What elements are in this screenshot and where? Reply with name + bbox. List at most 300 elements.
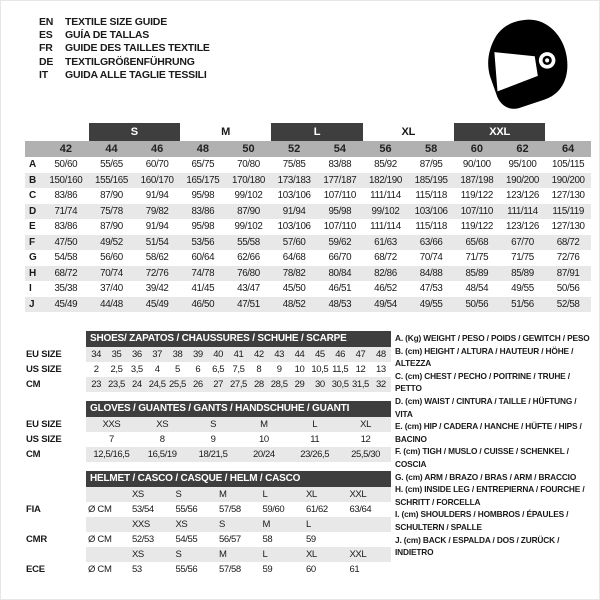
- measure-cell: 185/195: [414, 174, 448, 186]
- gloves-value-cell: 25,5/30: [351, 449, 381, 460]
- gloves-value-cell: XXS: [102, 419, 121, 430]
- row-letter: J: [29, 298, 35, 310]
- helmet-value-cell: M: [219, 549, 227, 560]
- shoes-row-labels: [26, 331, 86, 392]
- shoes-table: [26, 331, 391, 392]
- row-letter: F: [29, 236, 36, 248]
- diameter-label: Ø CM: [88, 534, 112, 545]
- measure-cell: 65/68: [465, 236, 489, 248]
- measure-row: [25, 188, 591, 204]
- row-letter: H: [29, 267, 37, 279]
- measure-cell: 68/72: [54, 267, 78, 279]
- shoes-value-cell: 25,5: [169, 379, 186, 390]
- measure-cell: 50/56: [465, 298, 489, 310]
- shoes-value-cell: 30: [314, 379, 325, 390]
- helmet-value-cell: 61: [349, 564, 360, 575]
- measure-cell: 99/102: [371, 205, 400, 217]
- measure-cell: 46/51: [328, 283, 352, 294]
- shoes-value-cell: 7,5: [232, 364, 245, 375]
- gloves-table-row: [86, 432, 391, 447]
- measure-cell: 76/80: [237, 267, 260, 279]
- shoes-table-title: SHOES/ ZAPATOS / CHAUSSURES / SCHUHE / SCARPE: [86, 331, 391, 347]
- measure-cell: 49/55: [419, 298, 443, 310]
- size-group-xxl: XXL: [454, 123, 545, 141]
- measure-cell: 50/56: [556, 283, 580, 294]
- measure-cell: 55/65: [100, 159, 123, 170]
- shoes-value-cell: 35: [111, 349, 122, 360]
- measure-cell: 55/58: [237, 236, 260, 248]
- shoes-value-cell: 28,5: [270, 379, 288, 390]
- measure-cell: 45/50: [282, 283, 306, 294]
- helmet-value-cell: M: [219, 489, 227, 500]
- shoes-value-cell: 30,5: [331, 379, 349, 390]
- gloves-table: [26, 401, 391, 462]
- helmet-value-cell: XL: [306, 549, 317, 560]
- measure-cell: 75/78: [100, 205, 123, 217]
- size-header: 52: [288, 143, 301, 155]
- measure-row: [25, 266, 591, 282]
- gloves-table-row: [86, 447, 391, 462]
- measure-cell: 49/52: [100, 236, 123, 248]
- size-header: 50: [242, 143, 255, 155]
- measure-cell: 57/60: [282, 236, 306, 248]
- helmet-value-cell: S: [175, 549, 182, 560]
- legend-entry: A. (Kg) WEIGHT / PESO / POIDS / GEWITCH / PESO: [395, 333, 590, 343]
- measure-cell: 71/75: [465, 252, 489, 263]
- helmet-value-cell: [348, 532, 392, 547]
- measure-cell: 190/200: [506, 174, 539, 186]
- measure-cell: 115/118: [415, 221, 447, 232]
- helmet-value-cell: XXL: [349, 549, 367, 560]
- helmet-value-cell: 55/56: [175, 564, 198, 575]
- helmet-value-cell: 53/54: [132, 504, 154, 515]
- measure-cell: 50/60: [54, 159, 78, 170]
- measure-cell: 83/86: [54, 221, 78, 232]
- diameter-label: [86, 547, 130, 562]
- measure-cell: 71/75: [511, 252, 534, 263]
- shoes-value-cell: 46: [335, 349, 346, 360]
- shoes-value-cell: 6: [195, 364, 201, 375]
- helmet-value-cell: L: [306, 519, 311, 530]
- measure-cell: 99/102: [234, 221, 263, 232]
- measure-cell: 70/80: [237, 159, 260, 170]
- helmet-value-cell: 58: [262, 534, 273, 545]
- size-header: 48: [196, 143, 209, 155]
- measure-cell: 155/165: [95, 174, 128, 186]
- gloves-table-title: GLOVES / GUANTES / GANTS / HANDSCHUHE / GUANTI: [86, 401, 391, 417]
- measure-cell: 51/56: [511, 298, 534, 310]
- helmet-value-cell: XS: [132, 489, 144, 500]
- language-list: [39, 15, 210, 82]
- legend-entry: G. (cm) ARM / BRAZO / BRAS / ARM / BRACCIO: [395, 471, 577, 482]
- measure-cell: 127/130: [551, 190, 585, 201]
- diameter-label: Ø CM: [88, 564, 112, 575]
- shoes-value-cell: 10: [294, 364, 305, 375]
- legend-entry: B. (cm) HEIGHT / ALTURA / HAUTEUR / HÖHE / ALTEZZA: [395, 345, 574, 369]
- shoes-value-cell: 28: [253, 379, 264, 390]
- measure-row: [25, 204, 591, 220]
- measure-cell: 83/88: [328, 159, 352, 170]
- measure-cell: 56/60: [100, 252, 123, 263]
- measure-cell: 68/72: [556, 236, 580, 248]
- measure-cell: 111/114: [370, 190, 401, 201]
- measure-cell: 123/126: [506, 190, 539, 201]
- measure-cell: 72/76: [145, 267, 169, 279]
- helmet-table: [26, 471, 391, 577]
- helmet-value-cell: 57/58: [219, 564, 241, 575]
- helmet-table-row: [86, 517, 391, 532]
- legend-entry: H. (cm) INSIDE LEG / ENTREPIERNA / FOURCHE / SCHRITT / FORCELLA: [395, 484, 585, 507]
- measure-cell: 44/48: [100, 298, 123, 310]
- measure-cell: 87/95: [419, 159, 443, 170]
- language-code: EN: [39, 15, 54, 28]
- size-group-xl: XL: [401, 126, 416, 138]
- gloves-value-cell: 11: [310, 434, 320, 445]
- measure-cell: 85/89: [465, 267, 489, 279]
- shoes-value-cell: 26: [192, 379, 203, 390]
- shoes-value-cell: 13: [375, 364, 386, 375]
- measure-cell: 95/100: [508, 159, 537, 170]
- language-code: DE: [39, 55, 54, 68]
- size-header: 42: [59, 143, 72, 155]
- helmet-row-label: [26, 487, 86, 502]
- shoes-value-cell: 34: [91, 349, 102, 360]
- gloves-table-body: [86, 401, 391, 462]
- measure-cell: 68/72: [374, 252, 397, 263]
- shoes-value-cell: 8: [256, 364, 262, 375]
- measurement-legend: [395, 332, 592, 559]
- gloves-value-cell: 23/26,5: [300, 449, 330, 460]
- shoes-value-cell: 39: [192, 349, 203, 360]
- legend-entry: E. (cm) HIP / CADERA / HANCHE / HÜFTE / HIPS / BACINO: [395, 421, 582, 444]
- shoes-value-cell: 3,5: [130, 364, 143, 375]
- language-row: [39, 28, 210, 41]
- measure-cell: 47/51: [237, 298, 260, 310]
- measure-cell: 60/64: [191, 252, 215, 263]
- helmet-table-row: [86, 547, 391, 562]
- measure-cell: 47/53: [419, 283, 443, 294]
- shoes-value-cell: 48: [375, 349, 386, 360]
- measure-cell: 46/52: [374, 283, 397, 294]
- helmet-value-cell: M: [262, 519, 271, 530]
- measure-cell: 115/118: [415, 190, 447, 201]
- measure-cell: 70/74: [419, 252, 443, 263]
- measure-cell: 115/119: [552, 205, 584, 217]
- shoes-row-label: EU SIZE: [26, 349, 62, 360]
- diameter-label: [86, 517, 130, 532]
- measure-cell: 70/74: [100, 267, 123, 279]
- measure-cell: 78/82: [282, 267, 306, 279]
- helmet-table-row: [86, 502, 391, 517]
- measure-cell: 160/170: [140, 174, 174, 186]
- gloves-table-row: [86, 417, 391, 432]
- gloves-value-cell: 9: [210, 434, 216, 445]
- shoes-value-cell: 47: [355, 349, 366, 360]
- helmet-value-cell: 56/57: [219, 534, 241, 545]
- shoes-value-cell: 24: [131, 379, 142, 390]
- measure-cell: 53/56: [191, 236, 215, 248]
- measure-cell: 54/58: [54, 252, 78, 263]
- shoes-value-cell: 2,5: [110, 364, 123, 375]
- measure-cell: 65/75: [191, 159, 215, 170]
- shoes-table-row: [86, 377, 391, 392]
- helmet-row-label: FIA: [26, 504, 41, 515]
- measure-cell: 52/58: [556, 298, 580, 310]
- shoes-value-cell: 36: [131, 349, 142, 360]
- measure-cell: 49/54: [374, 298, 397, 310]
- helmet-value-cell: 59/60: [262, 504, 285, 515]
- measure-cell: 51/54: [145, 236, 169, 248]
- measure-cell: 83/86: [54, 190, 78, 201]
- helmet-value-cell: 59: [306, 534, 316, 545]
- measure-cell: 85/89: [511, 267, 534, 279]
- helmet-value-cell: L: [262, 489, 268, 500]
- measure-cell: 48/54: [465, 283, 489, 294]
- measure-cell: 82/86: [374, 267, 397, 279]
- row-letter: A: [29, 159, 37, 170]
- row-letter: G: [29, 252, 37, 263]
- measure-cell: 64/68: [282, 252, 306, 263]
- shoes-value-cell: 29: [294, 379, 305, 390]
- measure-cell: 37/40: [100, 283, 123, 294]
- measure-cell: 79/82: [145, 205, 169, 217]
- size-header: 46: [151, 143, 164, 155]
- gloves-value-cell: 16,5/19: [147, 449, 177, 460]
- shoes-value-cell: 42: [253, 349, 264, 360]
- row-letter: D: [29, 205, 37, 217]
- size-number-row: [25, 141, 591, 157]
- measure-cell: 74/78: [191, 267, 215, 279]
- language-label: GUIDA ALLE TAGLIE TESSILI: [65, 69, 207, 82]
- measure-cell: 177/187: [323, 174, 357, 186]
- language-code: FR: [39, 42, 53, 55]
- measure-row: [25, 281, 591, 297]
- helmet-table-row: [86, 532, 391, 547]
- measure-cell: 127/130: [551, 221, 585, 232]
- diameter-label: Ø CM: [88, 504, 112, 515]
- size-group-row: [25, 123, 591, 141]
- gloves-value-cell: 10: [259, 434, 269, 445]
- measure-cell: 91/94: [282, 205, 306, 217]
- helmet-value-cell: 61/62: [306, 504, 328, 515]
- shoes-value-cell: 43: [274, 349, 285, 360]
- shoes-value-cell: 37: [152, 349, 163, 360]
- measure-cell: 48/52: [282, 298, 306, 310]
- language-code: IT: [39, 69, 48, 82]
- shoes-value-cell: 41: [233, 349, 244, 360]
- helmet-value-cell: XXS: [132, 519, 150, 530]
- measure-cell: 35/38: [54, 283, 78, 294]
- helmet-row-label: ECE: [26, 564, 45, 575]
- measure-cell: 91/94: [145, 190, 169, 201]
- measure-cell: 123/126: [506, 221, 539, 232]
- helmet-row-labels: [26, 471, 86, 577]
- helmet-value-cell: 63/64: [349, 504, 372, 515]
- helmet-value-cell: 54/55: [175, 534, 198, 545]
- size-group-m: M: [221, 126, 231, 138]
- measure-cell: 150/160: [49, 174, 83, 186]
- shoes-value-cell: 27: [213, 379, 224, 390]
- measure-cell: 91/94: [145, 221, 169, 232]
- measure-cell: 87/90: [100, 190, 123, 201]
- shoes-table-body: [86, 331, 391, 392]
- shoes-value-cell: 9: [276, 364, 282, 375]
- measure-row: [25, 235, 591, 251]
- measure-cell: 95/98: [191, 221, 215, 232]
- corner-cell: [25, 141, 43, 157]
- language-label: TEXTILE SIZE GUIDE: [65, 15, 167, 28]
- size-header: 62: [516, 143, 529, 155]
- legend-entry: J. (cm) BACK / ESPALDA / DOS / ZURÜCK / INDIETRO: [395, 534, 560, 558]
- measure-cell: 46/50: [191, 298, 215, 310]
- gloves-value-cell: M: [260, 419, 268, 430]
- language-row: [39, 69, 210, 82]
- measure-row: [25, 157, 591, 173]
- size-header: 60: [470, 143, 483, 155]
- shoes-value-cell: 5: [175, 364, 180, 375]
- measure-cell: 45/49: [145, 298, 169, 310]
- helmet-table-row: [86, 562, 391, 577]
- measure-cell: 48/53: [328, 298, 352, 310]
- shoes-value-cell: 11,5: [332, 364, 349, 375]
- measure-cell: 103/106: [414, 205, 448, 217]
- gloves-row-label: CM: [26, 449, 41, 460]
- helmet-value-cell: XXL: [349, 489, 367, 500]
- measure-cell: 190/200: [551, 174, 585, 186]
- measure-cell: 103/106: [277, 221, 311, 232]
- measure-cell: 173/183: [277, 174, 311, 186]
- gloves-value-cell: S: [210, 419, 217, 430]
- legend-entry: D. (cm) WAIST / CINTURA / TAILLE / HÜFTUNG / VITA: [395, 395, 577, 419]
- size-header: 54: [333, 143, 346, 155]
- measure-cell: 107/110: [460, 205, 493, 217]
- measure-cell: 66/70: [328, 252, 352, 263]
- gloves-value-cell: 12,5/16,5: [93, 449, 130, 460]
- helmet-value-cell: 59: [262, 564, 273, 575]
- measure-cell: 170/180: [232, 174, 265, 186]
- shoes-value-cell: 32: [375, 379, 386, 390]
- measure-cell: 119/122: [460, 221, 493, 232]
- measure-cell: 60/70: [145, 159, 169, 170]
- row-letter: E: [29, 221, 36, 232]
- legend-entry: I. (cm) SHOULDERS / HOMBROS / ÉPAULES / SCHULTERN / SPALLE: [395, 509, 569, 532]
- row-letter: C: [29, 190, 37, 201]
- measure-cell: 84/88: [419, 267, 443, 279]
- measure-cell: 85/92: [374, 159, 397, 170]
- helmet-value-cell: 52/53: [132, 534, 154, 545]
- legend-entry: C. (cm) CHEST / PECHO / POITRINE / TRUHE / PETTO: [395, 370, 570, 394]
- helmet-value-cell: 55/56: [175, 504, 198, 515]
- measure-cell: 59/62: [328, 236, 352, 248]
- helmet-row-label: [26, 517, 86, 532]
- gloves-value-cell: 18/21,5: [198, 449, 228, 460]
- helmet-value-cell: XS: [175, 519, 188, 530]
- shoes-value-cell: 40: [213, 349, 224, 360]
- measure-cell: 63/66: [419, 236, 443, 248]
- language-code: ES: [39, 29, 53, 42]
- shoes-value-cell: 4: [154, 364, 160, 375]
- measure-cell: 87/90: [237, 205, 260, 217]
- size-header: 44: [105, 143, 118, 155]
- helmet-value-cell: 53: [132, 564, 142, 575]
- measure-cell: 103/106: [277, 190, 311, 201]
- measure-cell: 62/66: [237, 252, 260, 263]
- helmet-value-cell: 57/58: [219, 504, 241, 515]
- shoes-value-cell: 2: [93, 364, 99, 375]
- size-header: 64: [562, 143, 575, 155]
- gloves-value-cell: L: [312, 419, 318, 430]
- helmet-value-cell: L: [262, 549, 268, 560]
- helmet-value-cell: XS: [132, 549, 144, 560]
- helmet-value-cell: XL: [306, 489, 317, 500]
- shoes-value-cell: 44: [294, 349, 305, 360]
- group-spacer: [25, 123, 89, 141]
- shoes-table-row: [86, 347, 391, 362]
- size-header: 58: [425, 143, 438, 155]
- measure-cell: 165/175: [186, 174, 220, 186]
- measure-cell: 105/115: [552, 159, 585, 170]
- measure-cell: 47/50: [54, 236, 78, 248]
- measure-cell: 187/198: [460, 174, 494, 186]
- measure-cell: 72/76: [556, 252, 580, 263]
- size-group-s: S: [89, 123, 180, 141]
- shoes-row-label: US SIZE: [26, 364, 62, 375]
- helmet-value-cell: S: [219, 519, 225, 530]
- shoes-value-cell: 23: [91, 379, 102, 390]
- measure-cell: 83/86: [191, 205, 215, 217]
- group-spacer: [545, 123, 591, 141]
- helmet-value-cell: S: [175, 489, 182, 500]
- language-row: [39, 15, 210, 28]
- measure-cell: 99/102: [234, 190, 263, 201]
- shoes-value-cell: 38: [172, 349, 183, 360]
- measure-cell: 182/190: [369, 174, 402, 186]
- diameter-label: [86, 487, 130, 502]
- measure-cell: 61/63: [374, 236, 397, 248]
- shoes-value-cell: 23,5: [108, 379, 125, 390]
- language-row: [39, 55, 210, 68]
- size-header: 56: [379, 143, 392, 155]
- gloves-row-label: EU SIZE: [26, 419, 62, 430]
- helmet-row-label: [26, 547, 86, 562]
- measure-cell: 43/47: [237, 283, 260, 294]
- measure-row: [25, 297, 591, 313]
- shoes-row-label: CM: [26, 379, 41, 390]
- gloves-value-cell: XS: [156, 419, 169, 430]
- measure-cell: 111/114: [370, 221, 401, 232]
- measure-cell: 80/84: [328, 267, 352, 279]
- size-group-l: L: [271, 123, 362, 141]
- measure-cell: 71/74: [54, 205, 78, 217]
- legend-entry: F. (cm) TIGH / MUSLO / CUISSE / SCHENKEL / COSCIA: [395, 446, 569, 469]
- gloves-value-cell: 20/24: [253, 449, 275, 460]
- measure-cell: 58/62: [145, 252, 169, 263]
- gloves-row-labels: [26, 401, 86, 462]
- shoes-value-cell: 24,5: [148, 379, 166, 390]
- shoes-value-cell: 45: [314, 349, 325, 360]
- measure-cell: 111/114: [507, 205, 538, 217]
- helmet-row-label: CMR: [26, 534, 48, 545]
- measure-cell: 45/49: [54, 298, 78, 310]
- measure-cell: 90/100: [462, 159, 491, 170]
- main-size-table: [25, 123, 591, 312]
- gloves-value-cell: 7: [108, 434, 114, 445]
- helmet-table-title: HELMET / CASCO / CASQUE / HELM / CASCO: [86, 471, 391, 487]
- shoes-value-cell: 6,5: [212, 364, 225, 375]
- gloves-value-cell: 8: [159, 434, 165, 445]
- shoes-table-row: [86, 362, 391, 377]
- row-letter: B: [29, 174, 37, 186]
